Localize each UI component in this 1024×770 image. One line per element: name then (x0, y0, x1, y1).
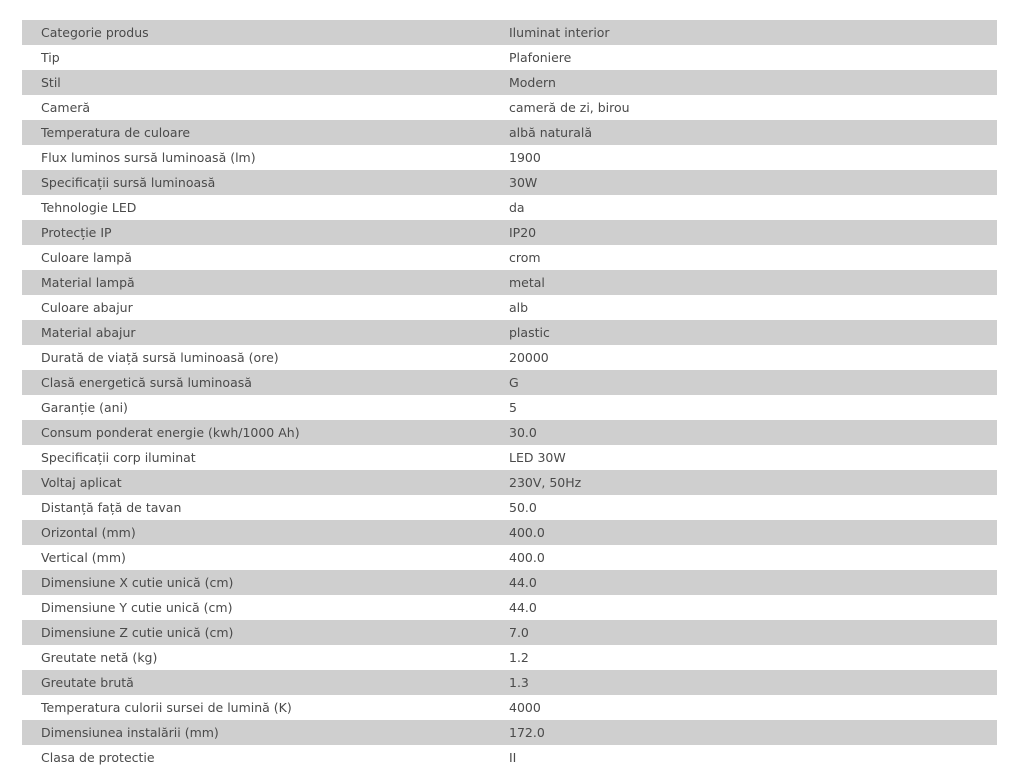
spec-value: 44.0 (509, 595, 997, 620)
table-row (22, 145, 997, 170)
spec-label: Temperatura culorii sursei de lumină (K) (22, 695, 509, 720)
table-row (22, 370, 997, 395)
spec-label: Specificații corp iluminat (22, 445, 509, 470)
product-spec-table (22, 20, 997, 770)
table-row (22, 495, 997, 520)
table-row (22, 195, 997, 220)
table-row (22, 270, 997, 295)
spec-label: Dimensiune X cutie unică (cm) (22, 570, 509, 595)
spec-label: Greutate netă (kg) (22, 645, 509, 670)
table-row (22, 70, 997, 95)
spec-value: IP20 (509, 220, 997, 245)
spec-value: 230V, 50Hz (509, 470, 997, 495)
spec-label: Durată de viață sursă luminoasă (ore) (22, 345, 509, 370)
spec-label: Garanție (ani) (22, 395, 509, 420)
spec-value: G (509, 370, 997, 395)
table-row (22, 95, 997, 120)
table-row (22, 170, 997, 195)
table-row (22, 670, 997, 695)
spec-label: Clasa de protectie (22, 745, 509, 770)
spec-value: 172.0 (509, 720, 997, 745)
spec-label: Protecție IP (22, 220, 509, 245)
table-row (22, 45, 997, 70)
table-row (22, 345, 997, 370)
table-row (22, 745, 997, 770)
spec-label: Categorie produs (22, 20, 509, 45)
spec-label: Temperatura de culoare (22, 120, 509, 145)
spec-label: Specificații sursă luminoasă (22, 170, 509, 195)
spec-value: 400.0 (509, 545, 997, 570)
spec-value: 30.0 (509, 420, 997, 445)
spec-label: Orizontal (mm) (22, 520, 509, 545)
table-row (22, 120, 997, 145)
spec-value: 44.0 (509, 570, 997, 595)
spec-value: 30W (509, 170, 997, 195)
table-row (22, 20, 997, 45)
spec-label: Dimensiunea instalării (mm) (22, 720, 509, 745)
spec-label: Culoare abajur (22, 295, 509, 320)
spec-label: Greutate brută (22, 670, 509, 695)
spec-value: 20000 (509, 345, 997, 370)
spec-label: Material abajur (22, 320, 509, 345)
table-row (22, 595, 997, 620)
spec-value: LED 30W (509, 445, 997, 470)
table-row (22, 245, 997, 270)
spec-value: alb (509, 295, 997, 320)
spec-label: Dimensiune Z cutie unică (cm) (22, 620, 509, 645)
spec-value: 4000 (509, 695, 997, 720)
spec-label: Culoare lampă (22, 245, 509, 270)
spec-value: 400.0 (509, 520, 997, 545)
spec-label: Clasă energetică sursă luminoasă (22, 370, 509, 395)
spec-label: Cameră (22, 95, 509, 120)
table-row (22, 320, 997, 345)
spec-value: Modern (509, 70, 997, 95)
table-row (22, 570, 997, 595)
spec-table-body (22, 20, 997, 770)
table-row (22, 395, 997, 420)
table-row (22, 720, 997, 745)
spec-value: 7.0 (509, 620, 997, 645)
spec-label: Distanță față de tavan (22, 495, 509, 520)
spec-value: 5 (509, 395, 997, 420)
spec-value: albă naturală (509, 120, 997, 145)
spec-label: Tip (22, 45, 509, 70)
spec-value: cameră de zi, birou (509, 95, 997, 120)
spec-value: 50.0 (509, 495, 997, 520)
spec-label: Dimensiune Y cutie unică (cm) (22, 595, 509, 620)
spec-label: Stil (22, 70, 509, 95)
table-row (22, 420, 997, 445)
spec-value: II (509, 745, 997, 770)
table-row (22, 695, 997, 720)
spec-value: plastic (509, 320, 997, 345)
table-row (22, 545, 997, 570)
spec-value: Plafoniere (509, 45, 997, 70)
table-row (22, 520, 997, 545)
table-row (22, 645, 997, 670)
spec-value: crom (509, 245, 997, 270)
table-row (22, 220, 997, 245)
spec-label: Vertical (mm) (22, 545, 509, 570)
table-row (22, 620, 997, 645)
spec-value: da (509, 195, 997, 220)
spec-value: 1.2 (509, 645, 997, 670)
table-row (22, 295, 997, 320)
table-row (22, 445, 997, 470)
spec-label: Flux luminos sursă luminoasă (lm) (22, 145, 509, 170)
table-row (22, 470, 997, 495)
spec-value: 1900 (509, 145, 997, 170)
spec-label: Tehnologie LED (22, 195, 509, 220)
spec-label: Material lampă (22, 270, 509, 295)
spec-value: 1.3 (509, 670, 997, 695)
spec-label: Consum ponderat energie (kwh/1000 Ah) (22, 420, 509, 445)
spec-value: Iluminat interior (509, 20, 997, 45)
spec-label: Voltaj aplicat (22, 470, 509, 495)
spec-value: metal (509, 270, 997, 295)
